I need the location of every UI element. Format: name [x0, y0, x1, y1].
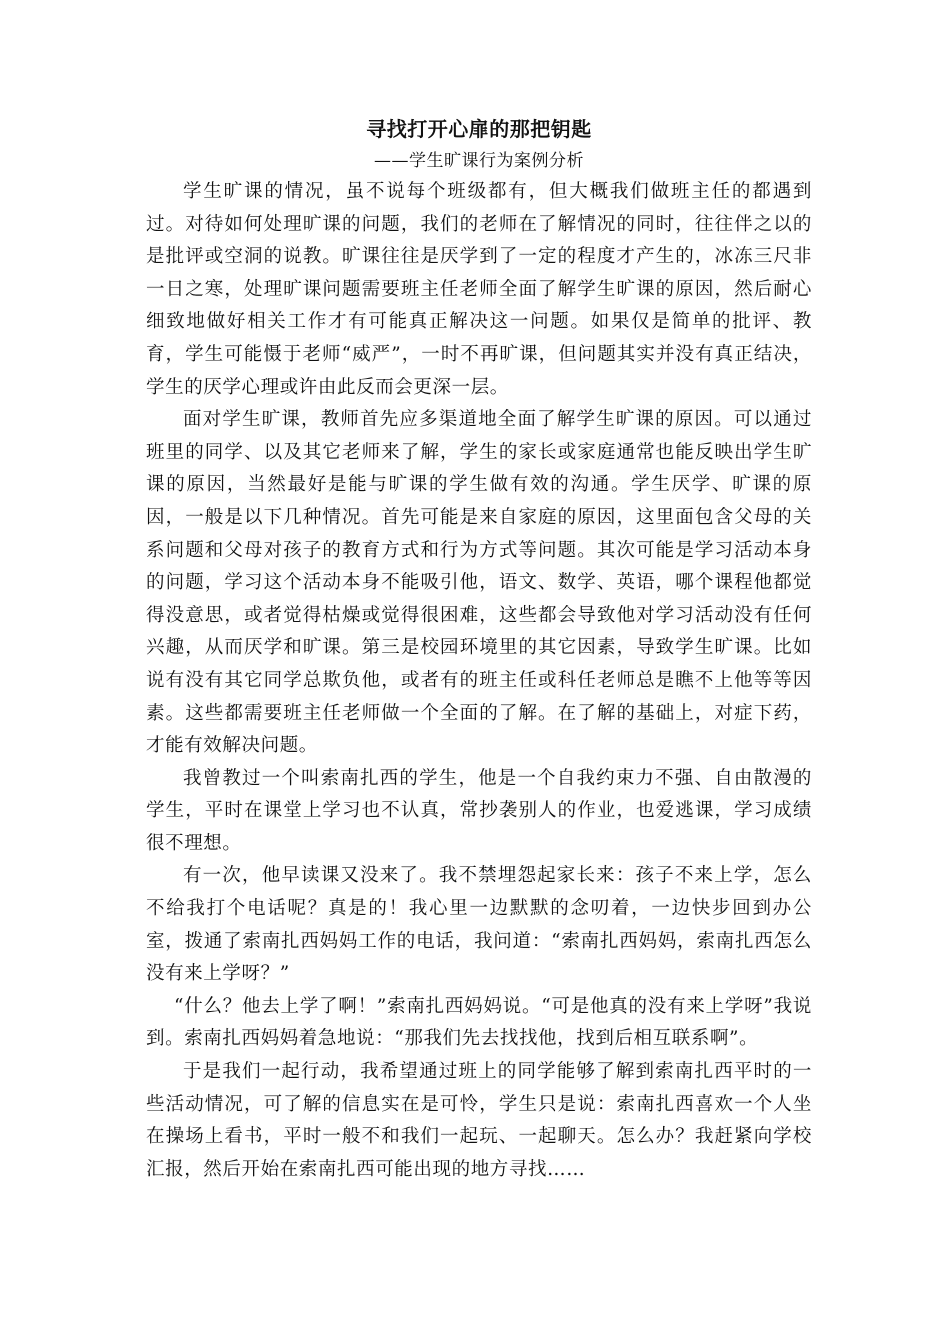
document-title: 寻找打开心扉的那把钥匙: [366, 117, 592, 141]
document-page: [146, 112, 812, 1186]
paragraph-5: “什么？他去上学了啊！”索南扎西妈妈说。“可是他真的没有来上学呀”我说到。索南扎西妈妈着急地说：“那我们先去找找他，找到后相互联系啊”。: [146, 995, 812, 1050]
paragraph-4: 有一次，他早读课又没来了。我不禁埋怨起家长来：孩子不来上学，怎么不给我打个电话呢？真是的！我心里一边默默的念叨着，一边快步回到办公室，拨通了索南扎西妈妈工作的电话，我问道：“索南扎西妈妈，索南扎西怎么没有来上学呀？”: [146, 865, 812, 985]
document-subtitle: ——学生旷课行为案例分析: [374, 151, 584, 171]
paragraph-3: 我曾教过一个叫索南扎西的学生，他是一个自我约束力不强、自由散漫的学生，平时在课堂上学习也不认真，常抄袭别人的作业，也爱逃课，学习成绩很不理想。: [146, 767, 812, 854]
paragraph-1: 学生旷课的情况，虽不说每个班级都有，但大概我们做班主任的都遇到过。对待如何处理旷课的问题，我们的老师在了解情况的同时，往往伴之以的是批评或空洞的说教。旷课往往是厌学到了一定的程度才产生的，冰冻三尺非一日之寒，处理旷课问题需要班主任老师全面了解学生旷课的原因，然后耐心细致地做好相关工作才有可能真正解决这一问题。如果仅是简单的批评、教育，学生可能慑于老师“威严”，一时不再旷课，但问题其实并没有真正结决，学生的厌学心理或许由此反而会更深一层。: [146, 181, 812, 398]
paragraph-2: 面对学生旷课，教师首先应多渠道地全面了解学生旷课的原因。可以通过班里的同学、以及其它老师来了解，学生的家长或家庭通常也能反映出学生旷课的原因，当然最好是能与旷课的学生做有效的沟通。学生厌学、旷课的原因，一般是以下几种情况。首先可能是来自家庭的原因，这里面包含父母的关系问题和父母对孩子的教育方式和行为方式等问题。其次可能是学习活动本身的问题，学习这个活动本身不能吸引他，语文、数学、英语，哪个课程他都觉得没意思，或者觉得枯燥或觉得很困难，这些都会导致他对学习活动没有任何兴趣，从而厌学和旷课。第三是校园环境里的其它因素，导致学生旷课。比如说有没有其它同学总欺负他，或者有的班主任或科任老师总是瞧不上他等等因素。这些都需要班主任老师做一个全面的了解。在了解的基础上，对症下药，才能有效解决问题。: [146, 409, 812, 757]
paragraph-6: 于是我们一起行动，我希望通过班上的同学能够了解到索南扎西平时的一些活动情况，可了解的信息实在是可怜，学生只是说：索南扎西喜欢一个人坐在操场上看书，平时一般不和我们一起玩、一起聊天。怎么办？我赶紧向学校汇报，然后开始在索南扎西可能出现的地方寻找……: [146, 1061, 812, 1180]
